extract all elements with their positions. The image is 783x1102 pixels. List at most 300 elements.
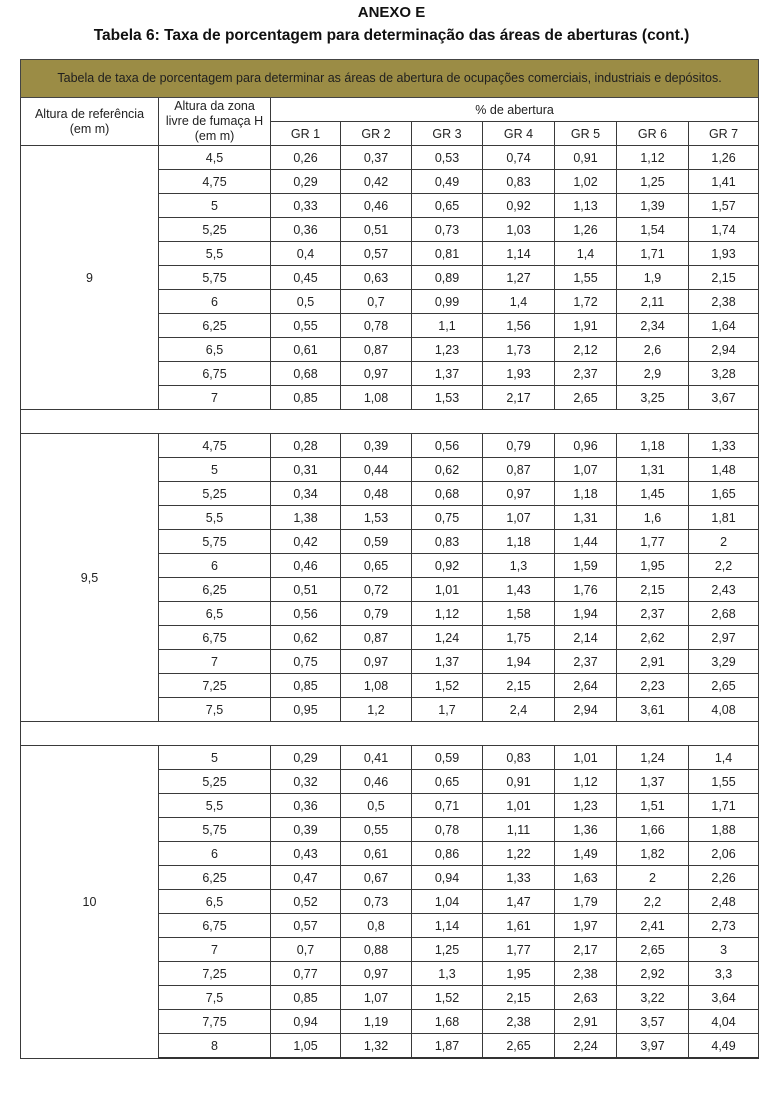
zone-height-cell: 6,25	[159, 578, 271, 602]
opening-rate-cell: 0,62	[412, 458, 483, 482]
opening-rate-cell: 1,31	[617, 458, 689, 482]
opening-rate-cell: 1,52	[412, 674, 483, 698]
opening-rate-cell: 1,26	[555, 218, 617, 242]
zone-height-cell: 4,75	[159, 434, 271, 458]
opening-rate-cell: 2,2	[617, 890, 689, 914]
opening-rate-cell: 0,97	[341, 650, 412, 674]
header-group-7: GR 7	[689, 122, 759, 146]
opening-rate-cell: 2,4	[483, 698, 555, 722]
opening-rate-cell: 1,51	[617, 794, 689, 818]
opening-rate-cell: 1,91	[555, 314, 617, 338]
opening-rate-cell: 1,18	[617, 434, 689, 458]
opening-rate-cell: 0,68	[412, 482, 483, 506]
opening-rate-cell: 1,07	[483, 506, 555, 530]
opening-rate-cell: 1,93	[483, 362, 555, 386]
opening-rate-cell: 1,4	[689, 746, 759, 770]
opening-rate-cell: 1,7	[412, 698, 483, 722]
table-banner: Tabela de taxa de porcentagem para determinar as áreas de abertura de ocupações comerciais, industriais e depósitos.	[21, 60, 759, 98]
spacer-cell	[21, 722, 759, 746]
opening-rate-cell: 2,38	[555, 962, 617, 986]
opening-rate-cell: 1,47	[483, 890, 555, 914]
table-row	[21, 746, 759, 770]
opening-rate-cell: 2	[689, 530, 759, 554]
header-group-6: GR 6	[617, 122, 689, 146]
opening-rate-cell: 1,25	[617, 170, 689, 194]
zone-height-cell: 5,5	[159, 794, 271, 818]
opening-rate-cell: 2,97	[689, 626, 759, 650]
opening-rate-cell: 1,22	[483, 842, 555, 866]
opening-rate-cell: 0,32	[271, 770, 341, 794]
opening-rate-cell: 3,25	[617, 386, 689, 410]
opening-rate-cell: 0,53	[412, 146, 483, 170]
opening-rate-cell: 0,67	[341, 866, 412, 890]
opening-rate-cell: 0,55	[271, 314, 341, 338]
opening-rate-cell: 1,3	[483, 554, 555, 578]
zone-height-cell: 7,5	[159, 698, 271, 722]
opening-rate-cell: 0,31	[271, 458, 341, 482]
opening-rate-cell: 0,75	[412, 506, 483, 530]
opening-rate-cell: 0,57	[271, 914, 341, 938]
opening-rate-cell: 1,75	[483, 626, 555, 650]
zone-height-cell: 7,75	[159, 1010, 271, 1034]
opening-rate-cell: 0,73	[341, 890, 412, 914]
opening-rate-cell: 2,15	[617, 578, 689, 602]
opening-rate-cell: 2,06	[689, 842, 759, 866]
zone-height-cell: 5,5	[159, 242, 271, 266]
opening-rate-cell: 1,52	[412, 986, 483, 1010]
zone-height-cell: 5,25	[159, 482, 271, 506]
opening-rate-cell: 2,17	[555, 938, 617, 962]
zone-height-cell: 6,5	[159, 890, 271, 914]
zone-height-cell: 6	[159, 842, 271, 866]
opening-rate-cell: 2,15	[483, 986, 555, 1010]
header-opening-percent: % de abertura	[271, 98, 759, 122]
header-smoke-free-zone	[159, 98, 271, 146]
opening-rate-cell: 1,01	[483, 794, 555, 818]
section-spacer	[21, 410, 759, 434]
opening-rate-cell: 0,36	[271, 218, 341, 242]
opening-rate-cell: 0,33	[271, 194, 341, 218]
opening-rate-cell: 1,39	[617, 194, 689, 218]
table-row	[21, 146, 759, 170]
opening-rate-cell: 0,56	[412, 434, 483, 458]
opening-rate-cell: 0,92	[483, 194, 555, 218]
opening-rate-cell: 1,54	[617, 218, 689, 242]
opening-rate-cell: 0,79	[341, 602, 412, 626]
zone-height-cell: 6	[159, 290, 271, 314]
opening-rate-cell: 0,28	[271, 434, 341, 458]
opening-rate-cell: 1,79	[555, 890, 617, 914]
table-title: Tabela 6: Taxa de porcentagem para determinação das áreas de aberturas (cont.)	[93, 27, 690, 44]
zone-height-cell: 8	[159, 1034, 271, 1059]
opening-rate-cell: 1,02	[555, 170, 617, 194]
opening-rate-cell: 1,66	[617, 818, 689, 842]
opening-rate-cell: 1,95	[617, 554, 689, 578]
opening-rate-cell: 1,49	[555, 842, 617, 866]
opening-rate-table	[20, 59, 759, 1059]
opening-rate-cell: 1,18	[483, 530, 555, 554]
header-ref-line2: (em m)	[69, 121, 110, 136]
opening-rate-cell: 1,01	[412, 578, 483, 602]
opening-rate-cell: 3,97	[617, 1034, 689, 1059]
zone-height-cell: 6,25	[159, 866, 271, 890]
opening-rate-cell: 1,71	[689, 794, 759, 818]
opening-rate-cell: 2,9	[617, 362, 689, 386]
zone-height-cell: 6,75	[159, 914, 271, 938]
opening-rate-cell: 0,74	[483, 146, 555, 170]
opening-rate-cell: 1,72	[555, 290, 617, 314]
opening-rate-cell: 2,62	[617, 626, 689, 650]
opening-rate-cell: 0,97	[341, 962, 412, 986]
header-group-3: GR 3	[412, 122, 483, 146]
opening-rate-cell: 1,53	[412, 386, 483, 410]
opening-rate-cell: 2,63	[555, 986, 617, 1010]
opening-rate-cell: 1,07	[341, 986, 412, 1010]
opening-rate-cell: 0,7	[271, 938, 341, 962]
opening-rate-cell: 0,4	[271, 242, 341, 266]
opening-rate-cell: 1,9	[617, 266, 689, 290]
opening-rate-cell: 1,05	[271, 1034, 341, 1059]
opening-rate-cell: 2,38	[483, 1010, 555, 1034]
opening-rate-cell: 1,65	[689, 482, 759, 506]
opening-rate-cell: 1,37	[412, 362, 483, 386]
opening-rate-cell: 2,15	[483, 674, 555, 698]
opening-rate-cell: 0,72	[341, 578, 412, 602]
opening-rate-cell: 0,61	[341, 842, 412, 866]
zone-height-cell: 5,25	[159, 770, 271, 794]
table-row	[21, 434, 759, 458]
zone-height-cell: 5	[159, 458, 271, 482]
opening-rate-cell: 2,94	[555, 698, 617, 722]
opening-rate-cell: 0,78	[412, 818, 483, 842]
opening-rate-cell: 0,89	[412, 266, 483, 290]
opening-rate-cell: 0,8	[341, 914, 412, 938]
opening-rate-cell: 3,61	[617, 698, 689, 722]
opening-rate-cell: 2,24	[555, 1034, 617, 1059]
opening-rate-cell: 0,57	[341, 242, 412, 266]
opening-rate-cell: 0,59	[341, 530, 412, 554]
opening-rate-cell: 1,32	[341, 1034, 412, 1059]
opening-rate-cell: 1,55	[555, 266, 617, 290]
header-zone-line1: Altura da zona	[174, 99, 255, 113]
opening-rate-cell: 1,48	[689, 458, 759, 482]
opening-rate-cell: 0,29	[271, 170, 341, 194]
opening-rate-cell: 1,04	[412, 890, 483, 914]
opening-rate-cell: 2,38	[689, 290, 759, 314]
opening-rate-cell: 2,37	[617, 602, 689, 626]
opening-rate-cell: 1,37	[412, 650, 483, 674]
zone-height-cell: 6,75	[159, 362, 271, 386]
opening-rate-cell: 0,83	[483, 170, 555, 194]
opening-rate-cell: 0,42	[341, 170, 412, 194]
opening-rate-cell: 2,37	[555, 650, 617, 674]
opening-rate-cell: 1,03	[483, 218, 555, 242]
opening-rate-cell: 0,85	[271, 386, 341, 410]
opening-rate-cell: 3,29	[689, 650, 759, 674]
opening-rate-cell: 2,65	[483, 1034, 555, 1059]
opening-rate-cell: 0,34	[271, 482, 341, 506]
opening-rate-cell: 0,46	[341, 770, 412, 794]
opening-rate-cell: 1,44	[555, 530, 617, 554]
opening-rate-cell: 0,62	[271, 626, 341, 650]
zone-height-cell: 4,5	[159, 146, 271, 170]
opening-rate-cell: 1,88	[689, 818, 759, 842]
opening-rate-cell: 0,5	[271, 290, 341, 314]
opening-rate-cell: 1,26	[689, 146, 759, 170]
reference-height-cell: 10	[21, 746, 159, 1059]
opening-rate-cell: 3,22	[617, 986, 689, 1010]
opening-rate-cell: 2,48	[689, 890, 759, 914]
header-group-5: GR 5	[555, 122, 617, 146]
section-spacer	[21, 722, 759, 746]
opening-rate-cell: 1,43	[483, 578, 555, 602]
opening-rate-cell: 0,63	[341, 266, 412, 290]
opening-rate-cell: 3,28	[689, 362, 759, 386]
opening-rate-cell: 1,2	[341, 698, 412, 722]
opening-rate-cell: 1,11	[483, 818, 555, 842]
opening-rate-cell: 0,59	[412, 746, 483, 770]
zone-height-cell: 7	[159, 650, 271, 674]
zone-height-cell: 5	[159, 746, 271, 770]
opening-rate-cell: 0,65	[412, 194, 483, 218]
header-zone-line2: livre de fumaça H	[165, 114, 264, 128]
opening-rate-cell: 2,34	[617, 314, 689, 338]
opening-rate-cell: 1,82	[617, 842, 689, 866]
opening-rate-cell: 1,94	[483, 650, 555, 674]
opening-rate-cell: 1,74	[689, 218, 759, 242]
opening-rate-cell: 0,91	[555, 146, 617, 170]
opening-rate-cell: 2,12	[555, 338, 617, 362]
opening-rate-cell: 1,71	[617, 242, 689, 266]
opening-rate-cell: 1,68	[412, 1010, 483, 1034]
opening-rate-cell: 0,47	[271, 866, 341, 890]
opening-rate-cell: 1,55	[689, 770, 759, 794]
opening-rate-cell: 1,4	[483, 290, 555, 314]
zone-height-cell: 6,5	[159, 338, 271, 362]
opening-rate-cell: 2,17	[483, 386, 555, 410]
opening-rate-cell: 1,61	[483, 914, 555, 938]
spacer-cell	[21, 410, 759, 434]
opening-rate-cell: 1,58	[483, 602, 555, 626]
opening-rate-cell: 0,99	[412, 290, 483, 314]
opening-rate-cell: 0,94	[271, 1010, 341, 1034]
opening-rate-cell: 2,68	[689, 602, 759, 626]
opening-rate-cell: 0,87	[341, 626, 412, 650]
zone-height-cell: 6,25	[159, 314, 271, 338]
opening-rate-cell: 1,31	[555, 506, 617, 530]
opening-rate-cell: 2,91	[555, 1010, 617, 1034]
reference-height-cell: 9	[21, 146, 159, 410]
opening-rate-cell: 2,91	[617, 650, 689, 674]
zone-height-cell: 4,75	[159, 170, 271, 194]
opening-rate-cell: 0,86	[412, 842, 483, 866]
opening-rate-cell: 0,81	[412, 242, 483, 266]
opening-rate-cell: 0,39	[341, 434, 412, 458]
opening-rate-cell: 2,11	[617, 290, 689, 314]
opening-rate-cell: 0,5	[341, 794, 412, 818]
opening-rate-cell: 1,6	[617, 506, 689, 530]
zone-height-cell: 7	[159, 386, 271, 410]
opening-rate-cell: 0,85	[271, 986, 341, 1010]
opening-rate-cell: 3,3	[689, 962, 759, 986]
opening-rate-cell: 2,43	[689, 578, 759, 602]
opening-rate-cell: 4,04	[689, 1010, 759, 1034]
opening-rate-cell: 0,97	[341, 362, 412, 386]
opening-rate-cell: 2,73	[689, 914, 759, 938]
opening-rate-cell: 0,65	[412, 770, 483, 794]
opening-rate-cell: 1,81	[689, 506, 759, 530]
opening-rate-cell: 1,14	[483, 242, 555, 266]
opening-rate-cell: 0,88	[341, 938, 412, 962]
opening-rate-cell: 2,94	[689, 338, 759, 362]
opening-rate-cell: 2,41	[617, 914, 689, 938]
opening-rate-cell: 0,36	[271, 794, 341, 818]
opening-rate-cell: 1,33	[483, 866, 555, 890]
opening-rate-cell: 1,41	[689, 170, 759, 194]
opening-rate-cell: 0,7	[341, 290, 412, 314]
opening-rate-cell: 1,36	[555, 818, 617, 842]
opening-rate-cell: 1,93	[689, 242, 759, 266]
header-zone-line3: (em m)	[194, 129, 235, 143]
header-group-1: GR 1	[271, 122, 341, 146]
opening-rate-cell: 0,77	[271, 962, 341, 986]
opening-rate-cell: 1,07	[555, 458, 617, 482]
opening-rate-cell: 0,79	[483, 434, 555, 458]
opening-rate-cell: 1,19	[341, 1010, 412, 1034]
opening-rate-cell: 0,39	[271, 818, 341, 842]
opening-rate-cell: 0,26	[271, 146, 341, 170]
opening-rate-cell: 1,95	[483, 962, 555, 986]
opening-rate-cell: 0,96	[555, 434, 617, 458]
opening-rate-cell: 1,24	[412, 626, 483, 650]
reference-height-cell: 9,5	[21, 434, 159, 722]
opening-rate-cell: 1,12	[412, 602, 483, 626]
opening-rate-cell: 0,73	[412, 218, 483, 242]
opening-rate-cell: 1,1	[412, 314, 483, 338]
opening-rate-cell: 0,29	[271, 746, 341, 770]
opening-rate-cell: 0,42	[271, 530, 341, 554]
opening-rate-cell: 1,12	[555, 770, 617, 794]
header-group-2: GR 2	[341, 122, 412, 146]
opening-rate-cell: 0,83	[483, 746, 555, 770]
opening-rate-cell: 2,92	[617, 962, 689, 986]
opening-rate-cell: 4,49	[689, 1034, 759, 1059]
opening-rate-cell: 1,4	[555, 242, 617, 266]
opening-rate-cell: 0,92	[412, 554, 483, 578]
opening-rate-cell: 0,87	[341, 338, 412, 362]
opening-rate-cell: 0,41	[341, 746, 412, 770]
opening-rate-cell: 3	[689, 938, 759, 962]
opening-rate-cell: 0,61	[271, 338, 341, 362]
opening-rate-cell: 1,27	[483, 266, 555, 290]
opening-rate-cell: 0,44	[341, 458, 412, 482]
opening-rate-cell: 0,55	[341, 818, 412, 842]
opening-rate-cell: 1,23	[555, 794, 617, 818]
opening-rate-cell: 0,95	[271, 698, 341, 722]
opening-rate-cell: 1,25	[412, 938, 483, 962]
opening-rate-cell: 1,57	[689, 194, 759, 218]
zone-height-cell: 5,25	[159, 218, 271, 242]
header-ref-line1: Altura de referência	[34, 106, 145, 121]
opening-rate-cell: 0,83	[412, 530, 483, 554]
opening-rate-cell: 1,56	[483, 314, 555, 338]
zone-height-cell: 7	[159, 938, 271, 962]
opening-rate-cell: 2,65	[555, 386, 617, 410]
opening-rate-cell: 2,65	[689, 674, 759, 698]
opening-rate-cell: 1,38	[271, 506, 341, 530]
opening-rate-cell: 2,23	[617, 674, 689, 698]
opening-rate-cell: 1,53	[341, 506, 412, 530]
opening-rate-cell: 1,14	[412, 914, 483, 938]
opening-rate-cell: 0,87	[483, 458, 555, 482]
opening-rate-cell: 1,64	[689, 314, 759, 338]
opening-rate-cell: 1,3	[412, 962, 483, 986]
zone-height-cell: 7,5	[159, 986, 271, 1010]
zone-height-cell: 6,5	[159, 602, 271, 626]
zone-height-cell: 7,25	[159, 962, 271, 986]
opening-rate-cell: 1,97	[555, 914, 617, 938]
opening-rate-cell: 0,94	[412, 866, 483, 890]
opening-rate-cell: 2,64	[555, 674, 617, 698]
opening-rate-cell: 2	[617, 866, 689, 890]
opening-rate-cell: 0,46	[341, 194, 412, 218]
opening-rate-cell: 3,64	[689, 986, 759, 1010]
opening-rate-cell: 0,43	[271, 842, 341, 866]
header-group-4: GR 4	[483, 122, 555, 146]
opening-rate-cell: 0,65	[341, 554, 412, 578]
opening-rate-cell: 1,23	[412, 338, 483, 362]
opening-rate-cell: 1,76	[555, 578, 617, 602]
opening-rate-cell: 2,6	[617, 338, 689, 362]
zone-height-cell: 7,25	[159, 674, 271, 698]
zone-height-cell: 6	[159, 554, 271, 578]
opening-rate-cell: 0,91	[483, 770, 555, 794]
opening-rate-cell: 0,75	[271, 650, 341, 674]
opening-rate-cell: 2,15	[689, 266, 759, 290]
opening-rate-cell: 1,87	[412, 1034, 483, 1059]
opening-rate-cell: 0,37	[341, 146, 412, 170]
opening-rate-cell: 0,48	[341, 482, 412, 506]
annex-heading: ANEXO E	[357, 4, 426, 21]
zone-height-cell: 5,75	[159, 530, 271, 554]
header-reference-height	[21, 98, 159, 146]
opening-rate-cell: 0,68	[271, 362, 341, 386]
opening-rate-cell: 1,12	[617, 146, 689, 170]
opening-rate-cell: 0,51	[341, 218, 412, 242]
zone-height-cell: 6,75	[159, 626, 271, 650]
opening-rate-cell: 2,37	[555, 362, 617, 386]
opening-rate-cell: 0,45	[271, 266, 341, 290]
opening-rate-cell: 0,52	[271, 890, 341, 914]
zone-height-cell: 5,75	[159, 266, 271, 290]
zone-height-cell: 5,5	[159, 506, 271, 530]
opening-rate-cell: 0,46	[271, 554, 341, 578]
opening-rate-cell: 3,57	[617, 1010, 689, 1034]
opening-rate-cell: 2,2	[689, 554, 759, 578]
zone-height-cell: 5,75	[159, 818, 271, 842]
opening-rate-cell: 0,71	[412, 794, 483, 818]
opening-rate-cell: 1,01	[555, 746, 617, 770]
zone-height-cell: 5	[159, 194, 271, 218]
opening-rate-cell: 1,13	[555, 194, 617, 218]
opening-rate-cell: 1,63	[555, 866, 617, 890]
opening-rate-cell: 1,77	[617, 530, 689, 554]
opening-rate-cell: 1,45	[617, 482, 689, 506]
opening-rate-cell: 1,73	[483, 338, 555, 362]
opening-rate-cell: 1,08	[341, 674, 412, 698]
opening-rate-cell: 0,97	[483, 482, 555, 506]
opening-rate-cell: 1,59	[555, 554, 617, 578]
